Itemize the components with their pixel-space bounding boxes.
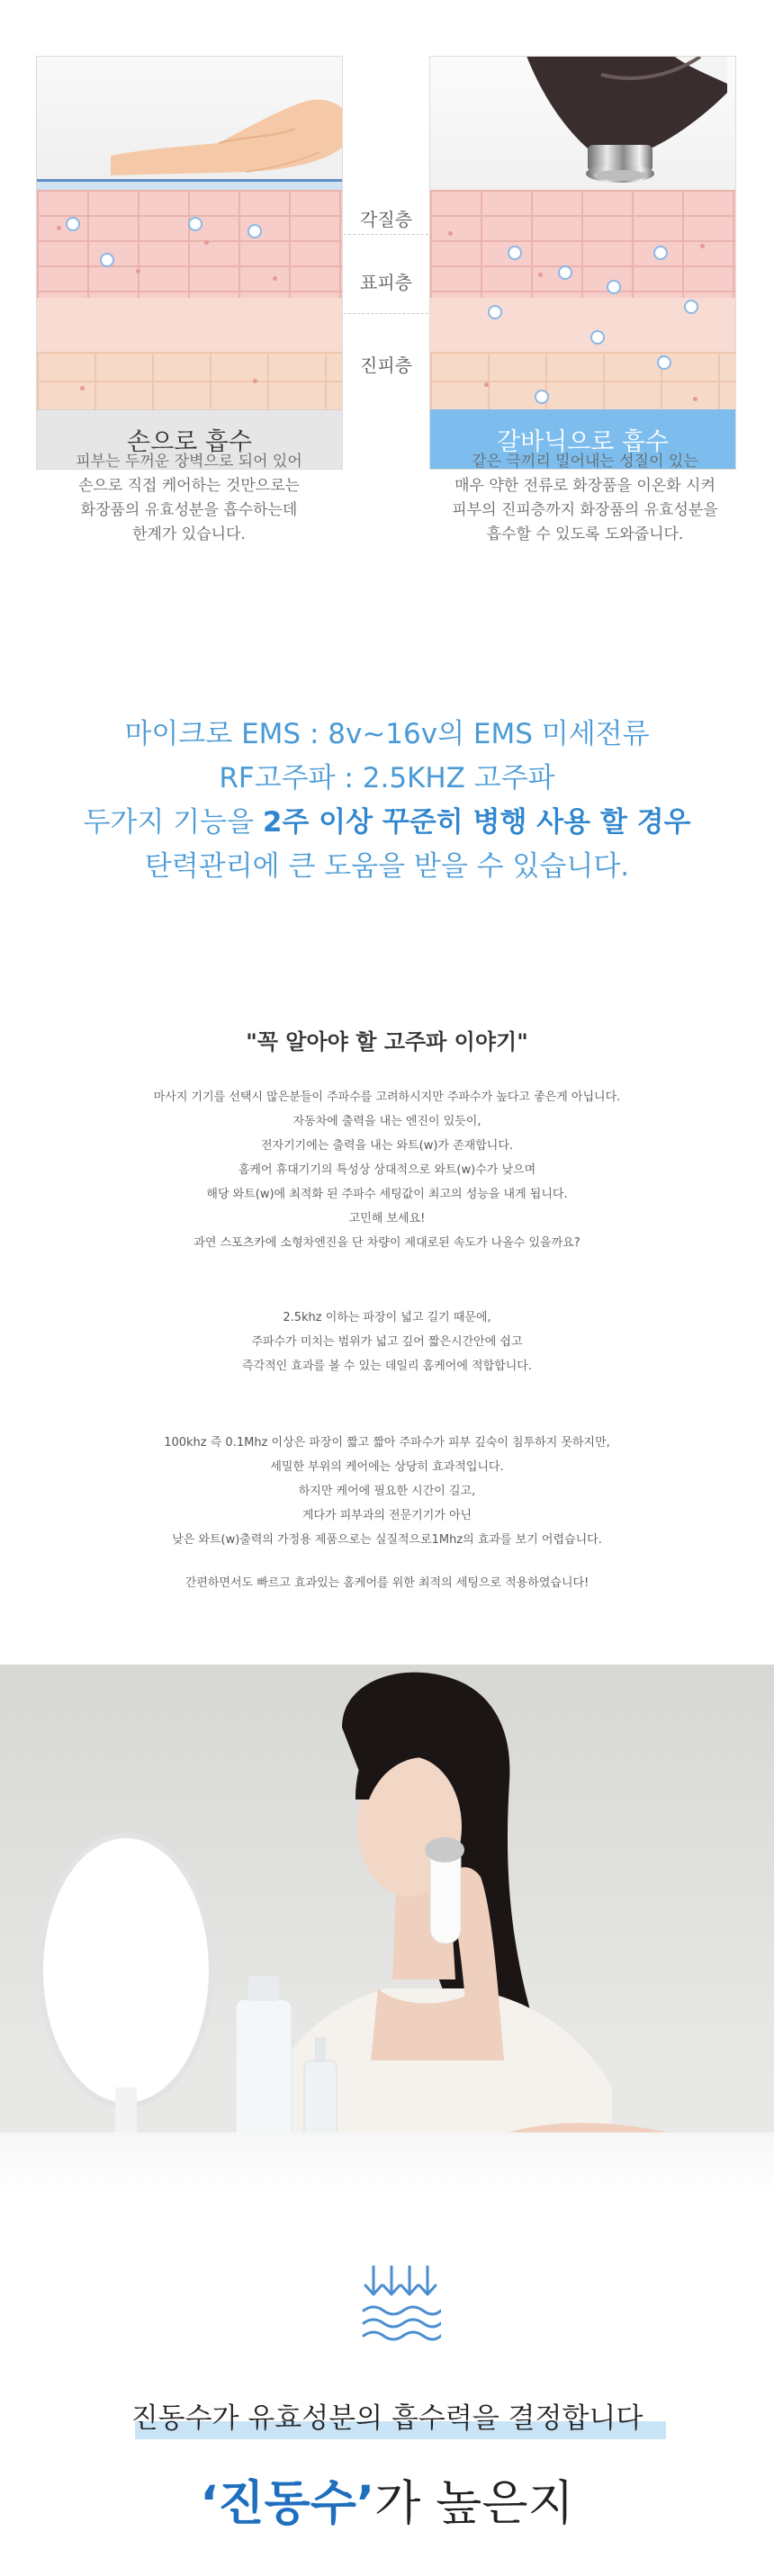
story-paragraph-1 (0, 1085, 774, 1255)
story-line: 주파수가 미치는 범위가 넓고 깊어 짧은시간안에 쉽고 (251, 1335, 523, 1349)
stratum-corneum (37, 190, 342, 298)
layer-label-stratum-corneum: 각질층 (344, 205, 428, 231)
description-line: 흡수할 수 있도록 도와줍니다. (486, 525, 684, 543)
story-line: 2.5khz 이하는 파장이 넓고 길기 때문에, (283, 1311, 491, 1324)
story-line: 게다가 피부과의 전문기기가 아닌 (302, 1509, 472, 1522)
nutrient-particle (488, 305, 502, 319)
model-photo-illustration (0, 1665, 774, 2195)
story-line: 자동차에 출력을 내는 엔진이 있듯이, (292, 1115, 482, 1128)
description-line: 매우 약한 전류로 화장품을 이온화 시켜 (454, 477, 716, 495)
story-line: 마사지 기기를 선택시 많은분들이 주파수를 고려하시지만 주파수가 높다고 좋은게 아닙니다. (153, 1091, 621, 1104)
story-paragraph-4 (0, 1571, 774, 1595)
story-line: 홈케어 휴대기기의 특성상 상대적으로 와트(w)수가 낮으며 (238, 1163, 536, 1177)
skin-cell-dot (484, 382, 489, 387)
skin-cell-dot (700, 244, 705, 248)
skin-cell-dot (57, 226, 61, 230)
story-paragraph-2 (0, 1306, 774, 1378)
nutrient-particle (188, 217, 202, 231)
skin-cell-dot (204, 240, 209, 245)
story-line: 전자기기에는 출력을 내는 와트(w)가 존재합니다. (260, 1139, 514, 1153)
nutrient-particle (100, 253, 114, 267)
story-line: 고민해 보세요! (348, 1212, 426, 1225)
skin-cell-dot (538, 273, 543, 277)
skin-cell-dot (80, 386, 85, 390)
skin-surface (430, 179, 735, 193)
story-line: 낮은 와트(w)출력의 가정용 제품으로는 실질적으로1Mhz의 효과를 보기 어렵습니다. (172, 1533, 602, 1547)
description-line: 피부의 진피층까지 화장품의 유효성분을 (452, 501, 718, 519)
story-line: 100khz 즉 0.1Mhz 이상은 파장이 짧고 짧아 주파수가 피부 깊숙이 침투하지 못하지만, (164, 1436, 610, 1450)
model-using-device-photo (0, 1665, 774, 2195)
layer-label-dermis: 진피층 (344, 351, 428, 377)
skin-cell-dot (273, 276, 277, 281)
nutrient-particle (558, 265, 572, 280)
story-line: 간편하면서도 빠르고 효과있는 홈케어를 위한 최적의 세팅으로 적용하였습니다! (184, 1576, 590, 1590)
nutrient-particle (657, 355, 671, 370)
ems-line: 마이크로 EMS : 8v~16v의 EMS 미세전류 (124, 718, 650, 750)
layer-label-epidermis: 표피층 (344, 268, 428, 294)
galvanic-absorption-description (396, 450, 774, 547)
absorption-headline: 진동수가 유효성분의 흡수력을 결정합니다 (130, 2402, 644, 2435)
elasticity-line: 탄력관리에 큰 도움을 받을 수 있습니다. (144, 850, 630, 883)
description-line: 피부는 두꺼운 장벽으로 되어 있어 (76, 453, 302, 471)
galvanic-absorption-panel (429, 56, 736, 470)
nutrient-particle (653, 246, 668, 260)
layer-divider (344, 313, 428, 314)
hand-absorption-description (0, 450, 378, 547)
story-line: 해당 와트(w)에 최적화 된 주파수 세팅값이 최고의 성능을 내게 됩니다. (206, 1188, 568, 1201)
description-line: 손으로 직접 케어하는 것만으로는 (77, 477, 301, 495)
nutrient-particle (508, 246, 522, 260)
nutrient-particle (590, 330, 605, 345)
description-line: 화장품의 유효성분을 흡수하는데 (80, 501, 298, 519)
skin-cell-dot (448, 231, 453, 236)
nutrient-particle (535, 390, 549, 404)
description-line: 한계가 있습니다. (132, 525, 246, 543)
frequency-headline-rest: 가 높은지 (374, 2476, 574, 2531)
combined-usage-prefix: 두가지 기능을 (83, 806, 263, 839)
absorption-arrows-icon (360, 2266, 441, 2347)
nutrient-particle (66, 217, 80, 231)
story-line: 과연 스포츠카에 소형차엔진을 단 차량이 제대로된 속도가 나올수 있을까요? (194, 1236, 580, 1250)
skin-cell-dot (693, 397, 698, 401)
galvanic-absorption-label: 갈바닉으로 흡수 (430, 409, 735, 469)
story-line: 하지만 케어에 필요한 시간이 길고, (298, 1485, 476, 1498)
story-paragraph-3 (0, 1431, 774, 1552)
layer-divider (344, 234, 428, 235)
story-line: 즉각적인 효과를 볼 수 있는 데일리 홈케어에 적합합니다. (242, 1360, 532, 1373)
epidermis (37, 298, 342, 352)
hand-absorption-panel (36, 56, 343, 470)
galvanic-device-illustration (502, 56, 736, 228)
combined-usage-emphasis: 2주 이상 꾸준히 병행 사용 할 경우 (262, 806, 691, 839)
nutrient-particle (684, 300, 698, 314)
frequency-headline-accent: ‘진동수’ (200, 2476, 375, 2531)
nutrient-particle (248, 224, 262, 238)
story-title: "꼭 알아야 할 고주파 이야기" (246, 1029, 528, 1055)
skin-cell-dot (136, 269, 140, 274)
frequency-headline (0, 2465, 774, 2534)
hand-illustration (111, 93, 343, 175)
rf-line: RF고주파 : 2.5KHZ 고주파 (219, 762, 555, 794)
nutrient-particle (607, 280, 621, 294)
description-line: 같은 극끼리 밀어내는 성질이 있는 (472, 453, 698, 471)
hand-absorption-label: 손으로 흡수 (37, 409, 342, 469)
story-line: 세밀한 부위의 케어에는 상당히 효과적입니다. (270, 1460, 504, 1474)
combined-usage-line (0, 801, 774, 845)
skin-cell-dot (253, 379, 257, 383)
table-surface (0, 2132, 774, 2195)
ems-rf-feature-text (0, 713, 774, 889)
